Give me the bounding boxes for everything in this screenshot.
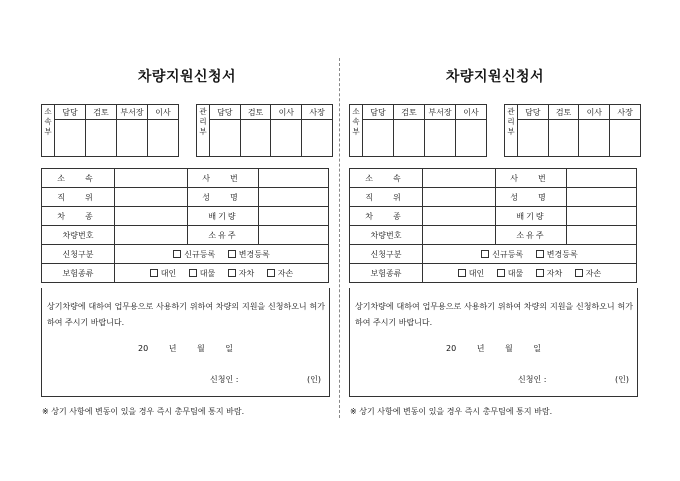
car-no-field[interactable] bbox=[115, 226, 188, 245]
approval-header: 이사 bbox=[271, 105, 302, 120]
label-position: 직 위 bbox=[42, 188, 115, 207]
option-own-car[interactable]: 자차 bbox=[228, 269, 254, 278]
date-line: 20 년 월 일 bbox=[137, 344, 234, 353]
approval-label: 소 속 부 bbox=[350, 105, 363, 157]
option-new[interactable]: 신규등록 bbox=[481, 250, 523, 259]
statement-text: 상기차량에 대하여 업무용으로 사용하기 위하여 차량의 지원을 신청하오니 허가하여 주시기 바랍니다. bbox=[47, 302, 325, 327]
statement-box bbox=[41, 288, 330, 397]
seal-label: (인) bbox=[615, 375, 629, 384]
approval-header: 부서장 bbox=[425, 105, 456, 120]
signature-box[interactable] bbox=[394, 120, 425, 157]
approval-header: 사장 bbox=[302, 105, 333, 120]
signature-box[interactable] bbox=[610, 120, 641, 157]
request-form-left bbox=[41, 0, 333, 481]
option-property[interactable]: 대물 bbox=[497, 269, 523, 278]
label-car-no: 차량번호 bbox=[42, 226, 115, 245]
approval-header: 검토 bbox=[548, 105, 579, 120]
checkbox-icon[interactable] bbox=[267, 269, 275, 277]
checkbox-icon[interactable] bbox=[228, 269, 236, 277]
approval-header: 검토 bbox=[86, 105, 117, 120]
label-displacement: 배기량 bbox=[496, 207, 567, 226]
signature-box[interactable] bbox=[517, 120, 548, 157]
signature-box[interactable] bbox=[117, 120, 148, 157]
approval-table-affiliation bbox=[349, 104, 487, 157]
signature-box[interactable] bbox=[271, 120, 302, 157]
label-name: 성 명 bbox=[496, 188, 567, 207]
statement-box bbox=[349, 288, 638, 397]
approval-header: 담당 bbox=[55, 105, 86, 120]
car-no-field[interactable] bbox=[423, 226, 496, 245]
option-change[interactable]: 변경등록 bbox=[536, 250, 578, 259]
label-position: 직 위 bbox=[350, 188, 423, 207]
label-apply-type: 신청구분 bbox=[350, 245, 423, 264]
option-bodily[interactable]: 대인 bbox=[458, 269, 484, 278]
approval-header: 담당 bbox=[209, 105, 240, 120]
approval-label: 관 리 부 bbox=[505, 105, 518, 157]
label-name: 성 명 bbox=[188, 188, 259, 207]
owner-field[interactable] bbox=[259, 226, 329, 245]
signature-box[interactable] bbox=[363, 120, 394, 157]
signature-box[interactable] bbox=[425, 120, 456, 157]
approval-header: 담당 bbox=[517, 105, 548, 120]
form-title: 차량지원신청서 bbox=[445, 69, 545, 85]
approval-table-management bbox=[504, 104, 641, 157]
approval-table-management bbox=[196, 104, 333, 157]
signature-box[interactable] bbox=[579, 120, 610, 157]
option-own-car[interactable]: 자차 bbox=[536, 269, 562, 278]
option-bodily[interactable]: 대인 bbox=[150, 269, 176, 278]
info-table bbox=[349, 168, 637, 283]
statement-text: 상기차량에 대하여 업무용으로 사용하기 위하여 차량의 지원을 신청하오니 허가하여 주시기 바랍니다. bbox=[355, 302, 633, 327]
option-self-injury[interactable]: 자손 bbox=[267, 269, 293, 278]
label-car-type: 차 종 bbox=[350, 207, 423, 226]
position-field[interactable] bbox=[115, 188, 188, 207]
request-form-right bbox=[349, 0, 641, 481]
approval-label: 관 리 부 bbox=[197, 105, 210, 157]
label-employee-no: 사 번 bbox=[496, 169, 567, 188]
info-table bbox=[41, 168, 329, 283]
checkbox-icon[interactable] bbox=[481, 250, 489, 258]
signature-box[interactable] bbox=[240, 120, 271, 157]
insurance-options bbox=[423, 264, 637, 283]
applicant-label: 신청인 : bbox=[210, 375, 239, 384]
option-change[interactable]: 변경등록 bbox=[228, 250, 270, 259]
signature-box[interactable] bbox=[548, 120, 579, 157]
footnote: ※ 상기 사항에 변동이 있을 경우 즉시 총무팀에 통지 바람. bbox=[350, 407, 553, 416]
approval-header: 이사 bbox=[148, 105, 179, 120]
approval-header: 부서장 bbox=[117, 105, 148, 120]
label-employee-no: 사 번 bbox=[188, 169, 259, 188]
employee-no-field[interactable] bbox=[567, 169, 637, 188]
form-title: 차량지원신청서 bbox=[137, 69, 237, 85]
employee-no-field[interactable] bbox=[259, 169, 329, 188]
name-field[interactable] bbox=[567, 188, 637, 207]
label-car-no: 차량번호 bbox=[350, 226, 423, 245]
checkbox-icon[interactable] bbox=[150, 269, 158, 277]
label-displacement: 배기량 bbox=[188, 207, 259, 226]
signature-box[interactable] bbox=[86, 120, 117, 157]
approval-header: 이사 bbox=[456, 105, 487, 120]
signature-box[interactable] bbox=[55, 120, 86, 157]
car-type-field[interactable] bbox=[115, 207, 188, 226]
signature-box[interactable] bbox=[302, 120, 333, 157]
checkbox-icon[interactable] bbox=[458, 269, 466, 277]
position-field[interactable] bbox=[423, 188, 496, 207]
approval-header: 담당 bbox=[363, 105, 394, 120]
date-line: 20 년 월 일 bbox=[445, 344, 542, 353]
approval-header: 검토 bbox=[394, 105, 425, 120]
approval-header: 사장 bbox=[610, 105, 641, 120]
approval-header: 이사 bbox=[579, 105, 610, 120]
label-owner: 소유주 bbox=[188, 226, 259, 245]
applicant-label: 신청인 : bbox=[518, 375, 547, 384]
label-apply-type: 신청구분 bbox=[42, 245, 115, 264]
checkbox-icon[interactable] bbox=[536, 250, 544, 258]
displacement-field[interactable] bbox=[567, 207, 637, 226]
apply-type-options bbox=[115, 245, 329, 264]
label-insurance-type: 보험종류 bbox=[350, 264, 423, 283]
checkbox-icon[interactable] bbox=[173, 250, 181, 258]
footnote: ※ 상기 사항에 변동이 있을 경우 즉시 총무팀에 통지 바람. bbox=[42, 407, 245, 416]
signature-box[interactable] bbox=[148, 120, 179, 157]
signature-box[interactable] bbox=[456, 120, 487, 157]
approval-header: 검토 bbox=[240, 105, 271, 120]
affiliation-field[interactable] bbox=[115, 169, 188, 188]
owner-field[interactable] bbox=[567, 226, 637, 245]
label-affiliation: 소 속 bbox=[350, 169, 423, 188]
apply-type-options bbox=[423, 245, 637, 264]
approval-table-affiliation bbox=[41, 104, 179, 157]
approval-label: 소 속 부 bbox=[42, 105, 55, 157]
checkbox-icon[interactable] bbox=[575, 269, 583, 277]
checkbox-icon[interactable] bbox=[228, 250, 236, 258]
option-new[interactable]: 신규등록 bbox=[173, 250, 215, 259]
seal-label: (인) bbox=[307, 375, 321, 384]
label-owner: 소유주 bbox=[496, 226, 567, 245]
label-car-type: 차 종 bbox=[42, 207, 115, 226]
option-self-injury[interactable]: 자손 bbox=[575, 269, 601, 278]
checkbox-icon[interactable] bbox=[189, 269, 197, 277]
car-type-field[interactable] bbox=[423, 207, 496, 226]
checkbox-icon[interactable] bbox=[536, 269, 544, 277]
checkbox-icon[interactable] bbox=[497, 269, 505, 277]
page-divider bbox=[339, 58, 340, 418]
name-field[interactable] bbox=[259, 188, 329, 207]
insurance-options bbox=[115, 264, 329, 283]
option-property[interactable]: 대물 bbox=[189, 269, 215, 278]
signature-box[interactable] bbox=[209, 120, 240, 157]
displacement-field[interactable] bbox=[259, 207, 329, 226]
label-insurance-type: 보험종류 bbox=[42, 264, 115, 283]
label-affiliation: 소 속 bbox=[42, 169, 115, 188]
affiliation-field[interactable] bbox=[423, 169, 496, 188]
